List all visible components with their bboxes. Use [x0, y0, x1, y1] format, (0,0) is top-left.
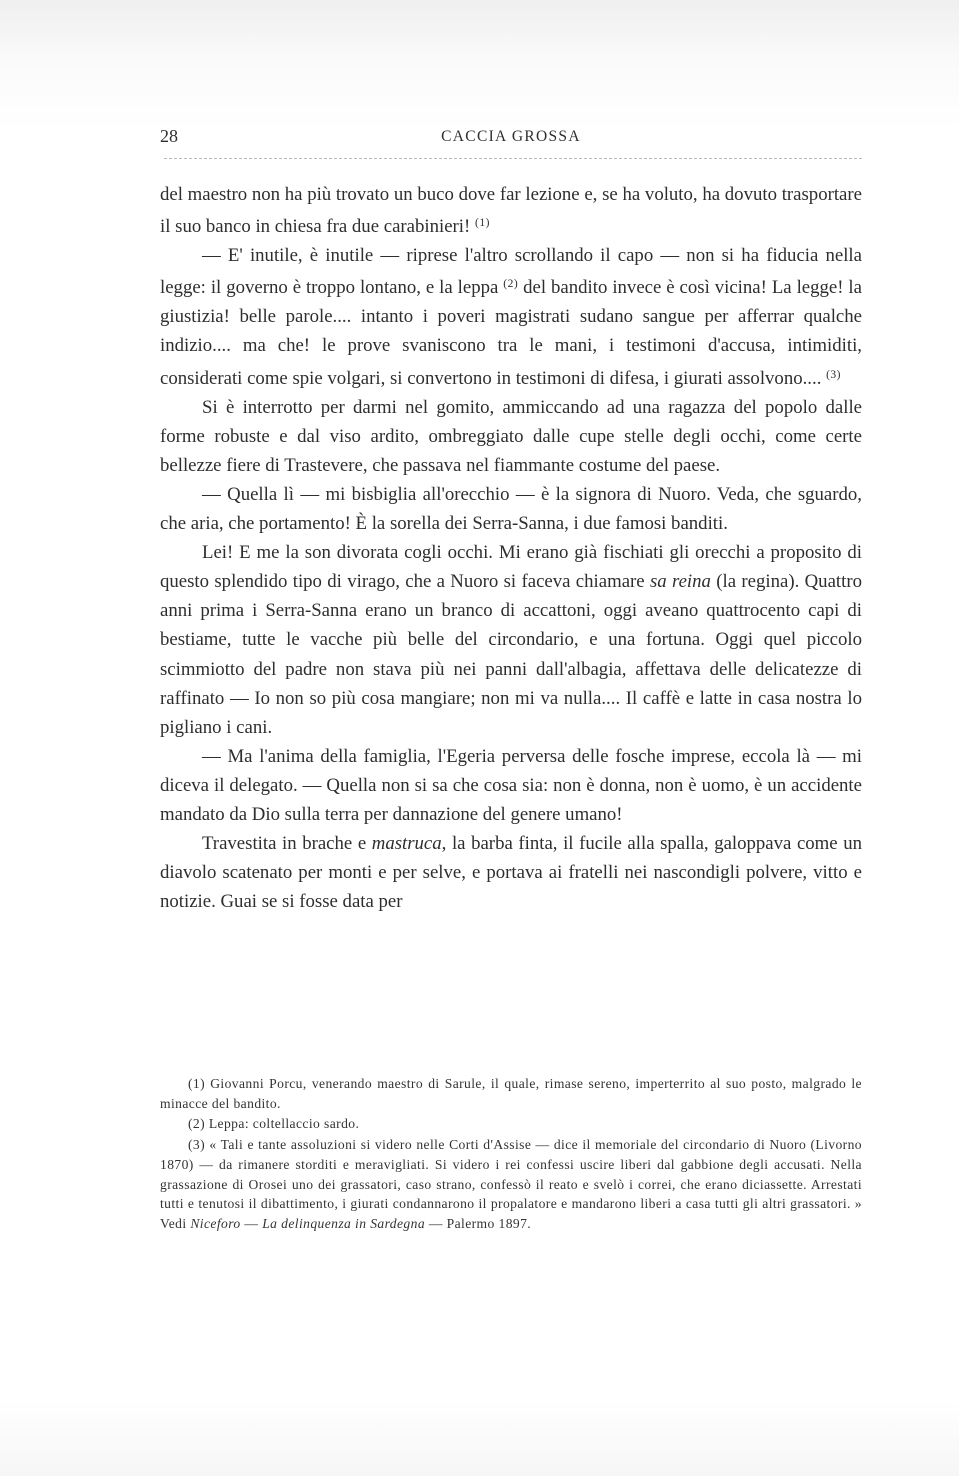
- text-run: (3) « Tali e tante assoluzioni si videro nelle Corti d'Assise — dice il memoriale del circondario di Nuoro (Livorno 1870) — da rimanere storditi e meravigliati. Si videro i rei confessi uscire liberi dal gabbione degli accusati. Nella grassazione di Orosei uno dei grassatori, caso strano, confessò il reato e svelò i correi, che erano diciassette. Arrestati tutti e tenutosi il dibattimento, i giurati condannarono il propalatore e mandarono liberi a casa tutti gli altri grassatori. » Vedi: [160, 1137, 862, 1231]
- text-run: — Quella lì — mi bisbiglia all'orecchio — è la signora di Nuoro. Veda, che sguardo, che aria, che portamento! È la sorella dei Serra-Sanna, i due famosi banditi.: [160, 483, 862, 535]
- text-run: del bandito invece è così vicina! La legge! la giustizia! belle parole.... intanto i poveri magistrati sudano sangue per afferrar qualche indizio.... ma che! le prove svaniscono tra le mani, i testimoni d'accusa, intimiditi, considerati come spie volgari, si convertono in testimoni di difesa, i giurati assolvono....: [160, 277, 862, 389]
- footnote: [160, 1074, 862, 1113]
- footnote-reference: (2): [503, 278, 519, 291]
- page-number: 28: [160, 126, 178, 146]
- footnote-reference: (3): [826, 368, 842, 381]
- text-run: — E' inutile, è inutile — riprese l'altro scrollando il capo — non si ha fiducia nella legge: il governo è troppo lontano, e la leppa: [160, 245, 862, 299]
- header-rule: [164, 158, 862, 159]
- body-text: [160, 180, 862, 916]
- footnote: [160, 1114, 862, 1134]
- footnotes: [160, 1074, 862, 1235]
- text-run: (la regina). Quattro anni prima i Serra-Sanna erano un branco di accattoni, oggi aveano quattrocento capi di bestiame, tutte le vacche più belle del circondario, e una fortuna. Oggi quel piccolo scimmiotto del padre non stava più nei panni dall'albagia, affettava delle delicatezze di raffinato — Io non so più cosa mangiare; non mi va nulla.... Il caffè e latte in casa nostra lo pigliano i cani.: [160, 571, 862, 738]
- text-run: — Ma l'anima della famiglia, l'Egeria perversa delle fosche imprese, eccola là — mi diceva il delegato. — Quella non si sa che cosa sia: non è donna, non è uomo, è un accidente mandato da Dio sulla terra per dannazione del genere umano!: [160, 745, 862, 825]
- italic-run: sa reina: [649, 571, 711, 593]
- running-header: [160, 126, 862, 150]
- paragraph: [160, 393, 862, 480]
- paragraph: [160, 241, 862, 392]
- text-run: del maestro non ha più trovato un buco dove far lezione e, se ha voluto, ha dovuto trasportare il suo banco in chiesa fra due carabinieri!: [160, 184, 862, 238]
- text-run: Lei! E me la son divorata cogli occhi. Mi erano già fischiati gli orecchi a proposito di questo splendido tipo di virago, che a Nuoro si faceva chiamare: [160, 542, 862, 593]
- text-run: — Palermo 1897.: [425, 1215, 532, 1231]
- paragraph: [160, 742, 862, 829]
- text-run: —: [240, 1215, 263, 1231]
- text-run: (2) Leppa: coltellaccio sardo.: [188, 1116, 360, 1132]
- text-run: , la barba finta, il fucile alla spalla, galoppava come un diavolo scatenato per monti e per selve, e portava ai fratelli nei nascondigli polvere, vitto e notizie. Guai se si fosse data per: [160, 833, 862, 913]
- paragraph: [160, 829, 862, 916]
- paragraph: [160, 480, 862, 538]
- footnote: [160, 1135, 862, 1234]
- paragraph: [160, 538, 862, 742]
- italic-run: Niceforo: [190, 1215, 241, 1231]
- text-run: Si è interrotto per darmi nel gomito, ammiccando ad una ragazza del popolo dalle forme robuste e dal viso ardito, ombreggiato dalle cupe stelle degli occhi, come certe bellezze fiere di Trastevere, che passava nel fiammante costume del paese.: [160, 396, 862, 476]
- text-run: Travestita in brache e: [202, 833, 372, 855]
- italic-run: La delinquenza in Sardegna: [262, 1215, 426, 1231]
- italic-run: mastruca: [371, 833, 442, 855]
- running-title: CACCIA GROSSA: [441, 128, 581, 145]
- text-run: (1) Giovanni Porcu, venerando maestro di Sarule, il quale, rimase sereno, imperterrito al suo posto, malgrado le minacce del bandito.: [160, 1076, 862, 1111]
- paragraph: [160, 180, 862, 241]
- footnote-reference: (1): [474, 217, 490, 230]
